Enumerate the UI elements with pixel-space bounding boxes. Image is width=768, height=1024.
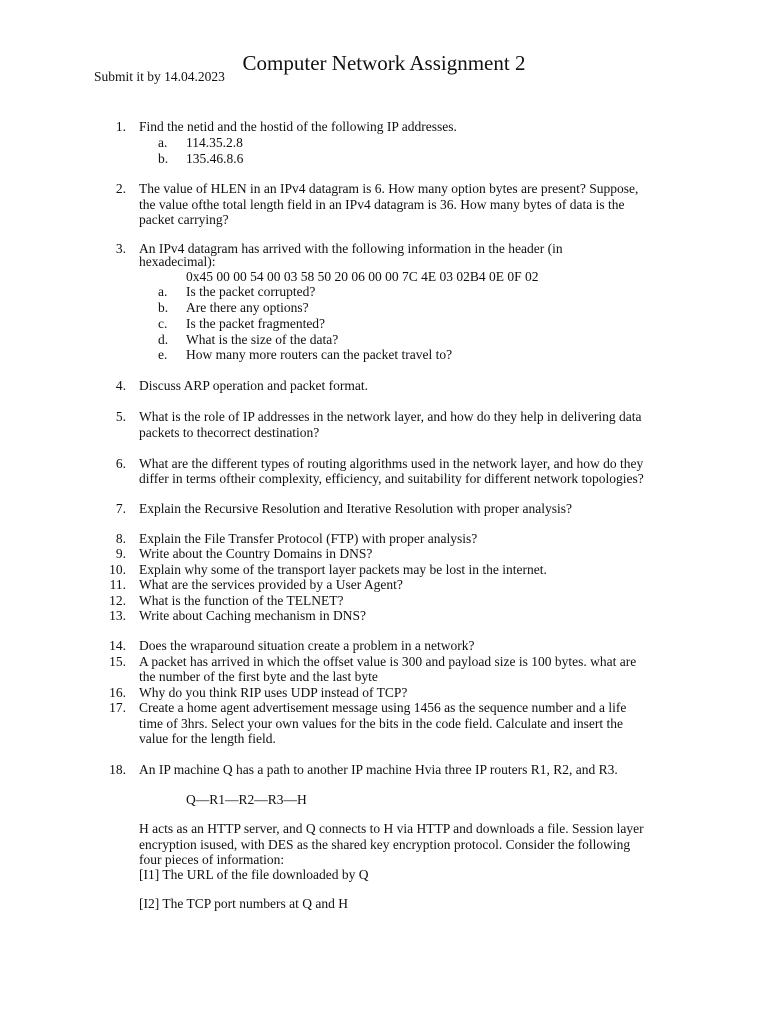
question-line: differ in terms oftheir complexity, efficiency, and suitability for different network topologies? [139, 471, 644, 486]
sub-label: a. [158, 135, 168, 150]
question-text: Explain the File Transfer Protocol (FTP) with proper analysis? [139, 531, 478, 546]
question-number: 5. [115, 409, 126, 424]
router-path: Q—R1—R2—R3—H [186, 792, 307, 807]
question-number: 4. [115, 378, 126, 393]
question-number: 14. [109, 638, 126, 653]
question-line: A packet has arrived in which the offset value is 300 and payload size is 100 bytes. what are [139, 654, 637, 669]
question-line: Create a home agent advertisement message using 1456 as the sequence number and a life [139, 700, 627, 715]
question-number: 10. [109, 562, 126, 577]
page-title: Computer Network Assignment 2 [242, 51, 526, 75]
question-number: 8. [115, 531, 126, 546]
question-line: What are the different types of routing algorithms used in the network layer, and how do they [139, 456, 644, 471]
info-item-i2: [I2] The TCP port numbers at Q and H [139, 896, 348, 911]
sub-label: e. [158, 347, 168, 362]
question-text: What are the services provided by a User Agent? [139, 577, 403, 592]
question-number: 7. [115, 501, 126, 516]
question-text: What is the function of the TELNET? [139, 593, 344, 608]
question-number: 13. [109, 608, 126, 623]
question-line: H acts as an HTTP server, and Q connects to H via HTTP and downloads a file. Session layer [139, 821, 644, 836]
question-number: 6. [115, 456, 126, 471]
question-number: 16. [109, 685, 126, 700]
question-line: the number of the first byte and the last byte [139, 669, 378, 684]
question-number: 2. [115, 181, 126, 196]
question-number: 18. [109, 762, 126, 777]
question-line: the value ofthe total length field in an IPv4 datagram is 36. How many bytes of data is the [139, 197, 625, 212]
question-line: hexadecimal): [139, 254, 216, 269]
question-number: 17. [109, 700, 126, 715]
question-line: The value of HLEN in an IPv4 datagram is 6. How many option bytes are present? Suppose, [139, 181, 639, 196]
question-number: 1. [115, 119, 126, 134]
sub-text: Is the packet corrupted? [186, 284, 316, 299]
question-text: An IP machine Q has a path to another IP machine Hvia three IP routers R1, R2, and R3. [139, 762, 618, 777]
question-number: 11. [109, 577, 126, 592]
question-line: time of 3hrs. Select your own values for the bits in the code field. Calculate and insert the [139, 716, 623, 731]
sub-text: 135.46.8.6 [186, 151, 244, 166]
question-line: value for the length field. [139, 731, 276, 746]
sub-label: a. [158, 284, 168, 299]
hex-header: 0x45 00 00 54 00 03 58 50 20 06 00 00 7C 4E 03 02B4 0E 0F 02 [186, 269, 539, 284]
sub-label: b. [158, 151, 169, 166]
question-line: packets to thecorrect destination? [139, 425, 320, 440]
question-number: 15. [109, 654, 126, 669]
question-line: four pieces of information: [139, 852, 285, 867]
sub-text: How many more routers can the packet travel to? [186, 347, 453, 362]
sub-text: Are there any options? [186, 300, 309, 315]
question-text: Write about Caching mechanism in DNS? [139, 608, 367, 623]
sub-text: 114.35.2.8 [186, 135, 243, 150]
sub-label: c. [158, 316, 168, 331]
question-text: Explain why some of the transport layer packets may be lost in the internet. [139, 562, 547, 577]
sub-text: Is the packet fragmented? [186, 316, 326, 331]
info-item-i1: [I1] The URL of the file downloaded by Q [139, 867, 369, 882]
question-line: packet carrying? [139, 212, 229, 227]
question-line: An IPv4 datagram has arrived with the following information in the header (in [139, 241, 563, 256]
submission-date: Submit it by 14.04.2023 [94, 69, 225, 84]
question-text: Why do you think RIP uses UDP instead of TCP? [139, 685, 408, 700]
question-text: Does the wraparound situation create a problem in a network? [139, 638, 475, 653]
question-number: 3. [115, 241, 126, 256]
question-number: 12. [109, 593, 126, 608]
question-text: Discuss ARP operation and packet format. [139, 378, 368, 393]
question-line: What is the role of IP addresses in the network layer, and how do they help in delivering data [139, 409, 642, 424]
sub-text: What is the size of the data? [186, 332, 339, 347]
question-text: Explain the Recursive Resolution and Iterative Resolution with proper analysis? [139, 501, 573, 516]
sub-label: d. [158, 332, 169, 347]
sub-label: b. [158, 300, 169, 315]
question-text: Write about the Country Domains in DNS? [139, 546, 373, 561]
question-number: 9. [115, 546, 126, 561]
question-text: Find the netid and the hostid of the following IP addresses. [139, 119, 457, 134]
question-line: encryption isused, with DES as the shared key encryption protocol. Consider the following [139, 837, 631, 852]
